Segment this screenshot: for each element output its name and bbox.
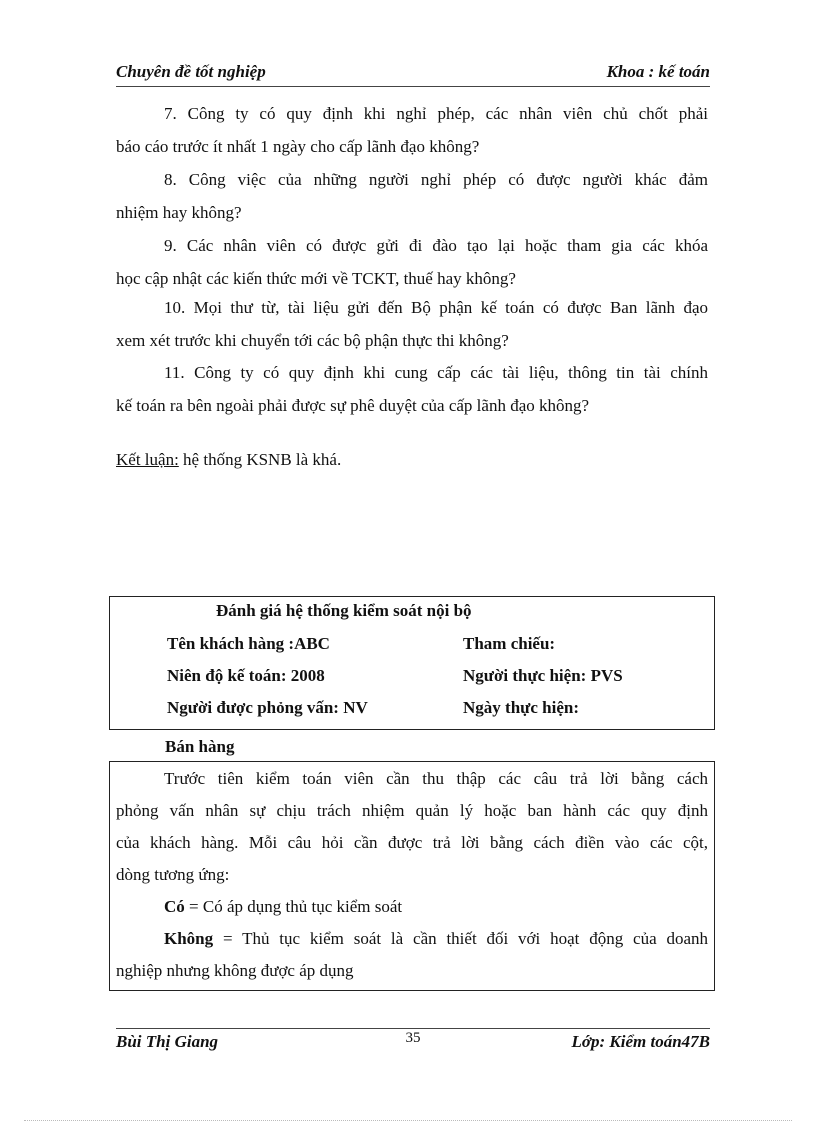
question-10-line2: xem xét trước khi chuyển tới các bộ phận thực thi không?	[116, 331, 509, 350]
fiscal-year: Niên độ kế toán: 2008	[167, 666, 325, 685]
question-9-line2: học cập nhật các kiến thức mới về TCKT, thuế hay không?	[116, 269, 516, 288]
performed-date: Ngày thực hiện:	[463, 698, 579, 717]
instructions-box	[109, 761, 715, 991]
conclusion-label: Kết luận:	[116, 450, 179, 469]
instructions-line-4: dòng tương ứng:	[116, 865, 230, 884]
no-definition-line2: nghiệp nhưng không được áp dụng	[116, 961, 354, 980]
question-10-line1: 10. Mọi thư từ, tài liệu gửi đến Bộ phận kế toán có được Ban lãnh đạo	[164, 298, 708, 317]
question-11-line2: kế toán ra bên ngoài phải được sự phê duyệt của cấp lãnh đạo không?	[116, 396, 590, 415]
yes-text: = Có áp dụng thủ tục kiểm soát	[184, 897, 403, 916]
conclusion-text: hệ thống KSNB là khá.	[178, 450, 342, 469]
question-7-line2: báo cáo trước ít nhất 1 ngày cho cấp lãnh đạo không?	[116, 137, 480, 156]
yes-label: Có	[164, 897, 185, 916]
instructions-line-3: của khách hàng. Mỗi câu hỏi cần được trả lời bằng cách điền vào các cột,	[116, 833, 708, 852]
no-text-line1: = Thủ tục kiểm soát là cần thiết đối với hoạt động của doanh	[213, 929, 708, 948]
question-8-line2: nhiệm hay không?	[116, 203, 242, 222]
interviewee: Người được phỏng vấn: NV	[167, 698, 368, 717]
conclusion	[116, 443, 708, 476]
page-bottom-edge	[24, 1120, 792, 1121]
evaluation-title: Đánh giá hệ thống kiểm soát nội bộ	[216, 601, 472, 620]
no-label: Không	[164, 929, 214, 948]
performer: Người thực hiện: PVS	[463, 666, 623, 685]
header-title: Chuyên đề tốt nghiệp	[116, 62, 266, 81]
question-8-line1: 8. Công việc của những người nghỉ phép có được người khác đảm	[164, 170, 708, 189]
question-11-line1: 11. Công ty có quy định khi cung cấp các tài liệu, thông tin tài chính	[164, 363, 708, 382]
header-department: Khoa : kế toán	[606, 62, 710, 81]
question-9-line1: 9. Các nhân viên có được gửi đi đào tạo lại hoặc tham gia các khóa	[164, 236, 708, 255]
page-header	[116, 62, 710, 84]
section-title: Bán hàng	[165, 737, 235, 756]
evaluation-info-box	[109, 596, 715, 730]
question-7-line1: 7. Công ty có quy định khi nghỉ phép, các nhân viên chủ chốt phải	[164, 104, 708, 123]
no-definition	[116, 923, 708, 955]
client-name: Tên khách hàng :ABC	[167, 634, 330, 653]
footer-author: Bùi Thị Giang	[116, 1032, 219, 1051]
footer-class: Lớp: Kiểm toán47B	[571, 1032, 710, 1051]
header-rule	[116, 86, 710, 87]
footer-rule	[116, 1028, 710, 1029]
reference: Tham chiếu:	[463, 634, 556, 653]
yes-definition	[116, 891, 708, 923]
page-number: 35	[405, 1030, 421, 1046]
instructions-line-1: Trước tiên kiểm toán viên cần thu thập các câu trả lời bằng cách	[164, 769, 708, 788]
instructions-line-2: phỏng vấn nhân sự chịu trách nhiệm quản lý hoặc ban hành các quy định	[116, 801, 708, 820]
